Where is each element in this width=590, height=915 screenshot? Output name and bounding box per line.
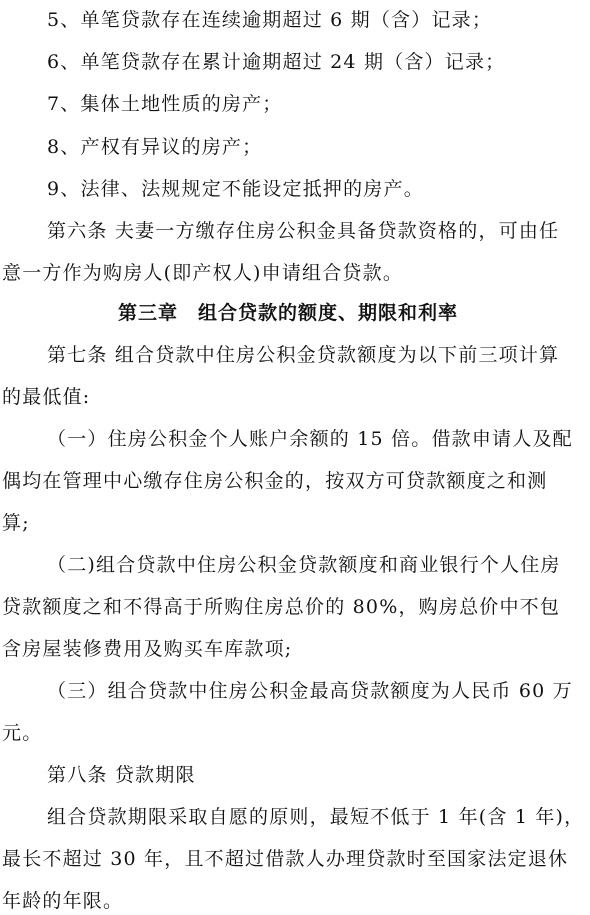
item-one-line-3: 算;	[2, 512, 30, 534]
item-two-line-3: 含房屋装修费用及购买车库款项;	[2, 638, 293, 660]
item-three-line-1: （三）组合贷款中住房公积金最高贷款额度为人民币 60 万	[47, 680, 573, 702]
item-three-line-2: 元。	[2, 722, 43, 744]
article-8-line-3: 年龄的年限。	[2, 890, 124, 912]
list-item-7: 7、集体土地性质的房产；	[47, 93, 283, 115]
list-item-6: 6、单笔贷款存在累计逾期超过 24 期（含）记录；	[47, 51, 506, 73]
list-item-9: 9、法律、法规规定不能设定抵押的房产。	[47, 178, 424, 200]
chapter-3-heading: 第三章 组合贷款的额度、期限和利率	[118, 302, 459, 324]
item-two-line-2: 贷款额度之和不得高于所购住房总价的 80%，购房总价中不包	[2, 596, 561, 618]
article-7-line-1: 第七条 组合贷款中住房公积金贷款额度为以下前三项计算	[47, 344, 560, 366]
article-6-line-2: 意一方作为购房人(即产权人)申请组合贷款。	[2, 262, 404, 284]
list-item-8: 8、产权有异议的房产；	[47, 136, 263, 158]
item-one-line-1: （一）住房公积金个人账户余额的 15 倍。借款申请人及配	[47, 428, 573, 450]
item-two-line-1: （二)组合贷款中住房公积金贷款额度和商业银行个人住房	[47, 554, 561, 576]
article-8-line-1: 组合贷款期限采取自愿的原则，最短不低于 1 年(含 1 年)，	[47, 806, 585, 828]
item-one-line-2: 偶均在管理中心缴存住房公积金的，按双方可贷款额度之和测	[2, 470, 548, 492]
article-6-line-1: 第六条 夫妻一方缴存住房公积金具备贷款资格的，可由任	[47, 220, 560, 242]
article-8-title: 第八条 贷款期限	[47, 764, 196, 786]
list-item-5: 5、单笔贷款存在连续逾期超过 6 期（含）记录；	[47, 9, 493, 31]
article-7-line-2: 的最低值:	[2, 386, 91, 408]
article-8-line-2: 最长不超过 30 年，且不超过借款人办理贷款时至国家法定退休	[2, 848, 569, 870]
